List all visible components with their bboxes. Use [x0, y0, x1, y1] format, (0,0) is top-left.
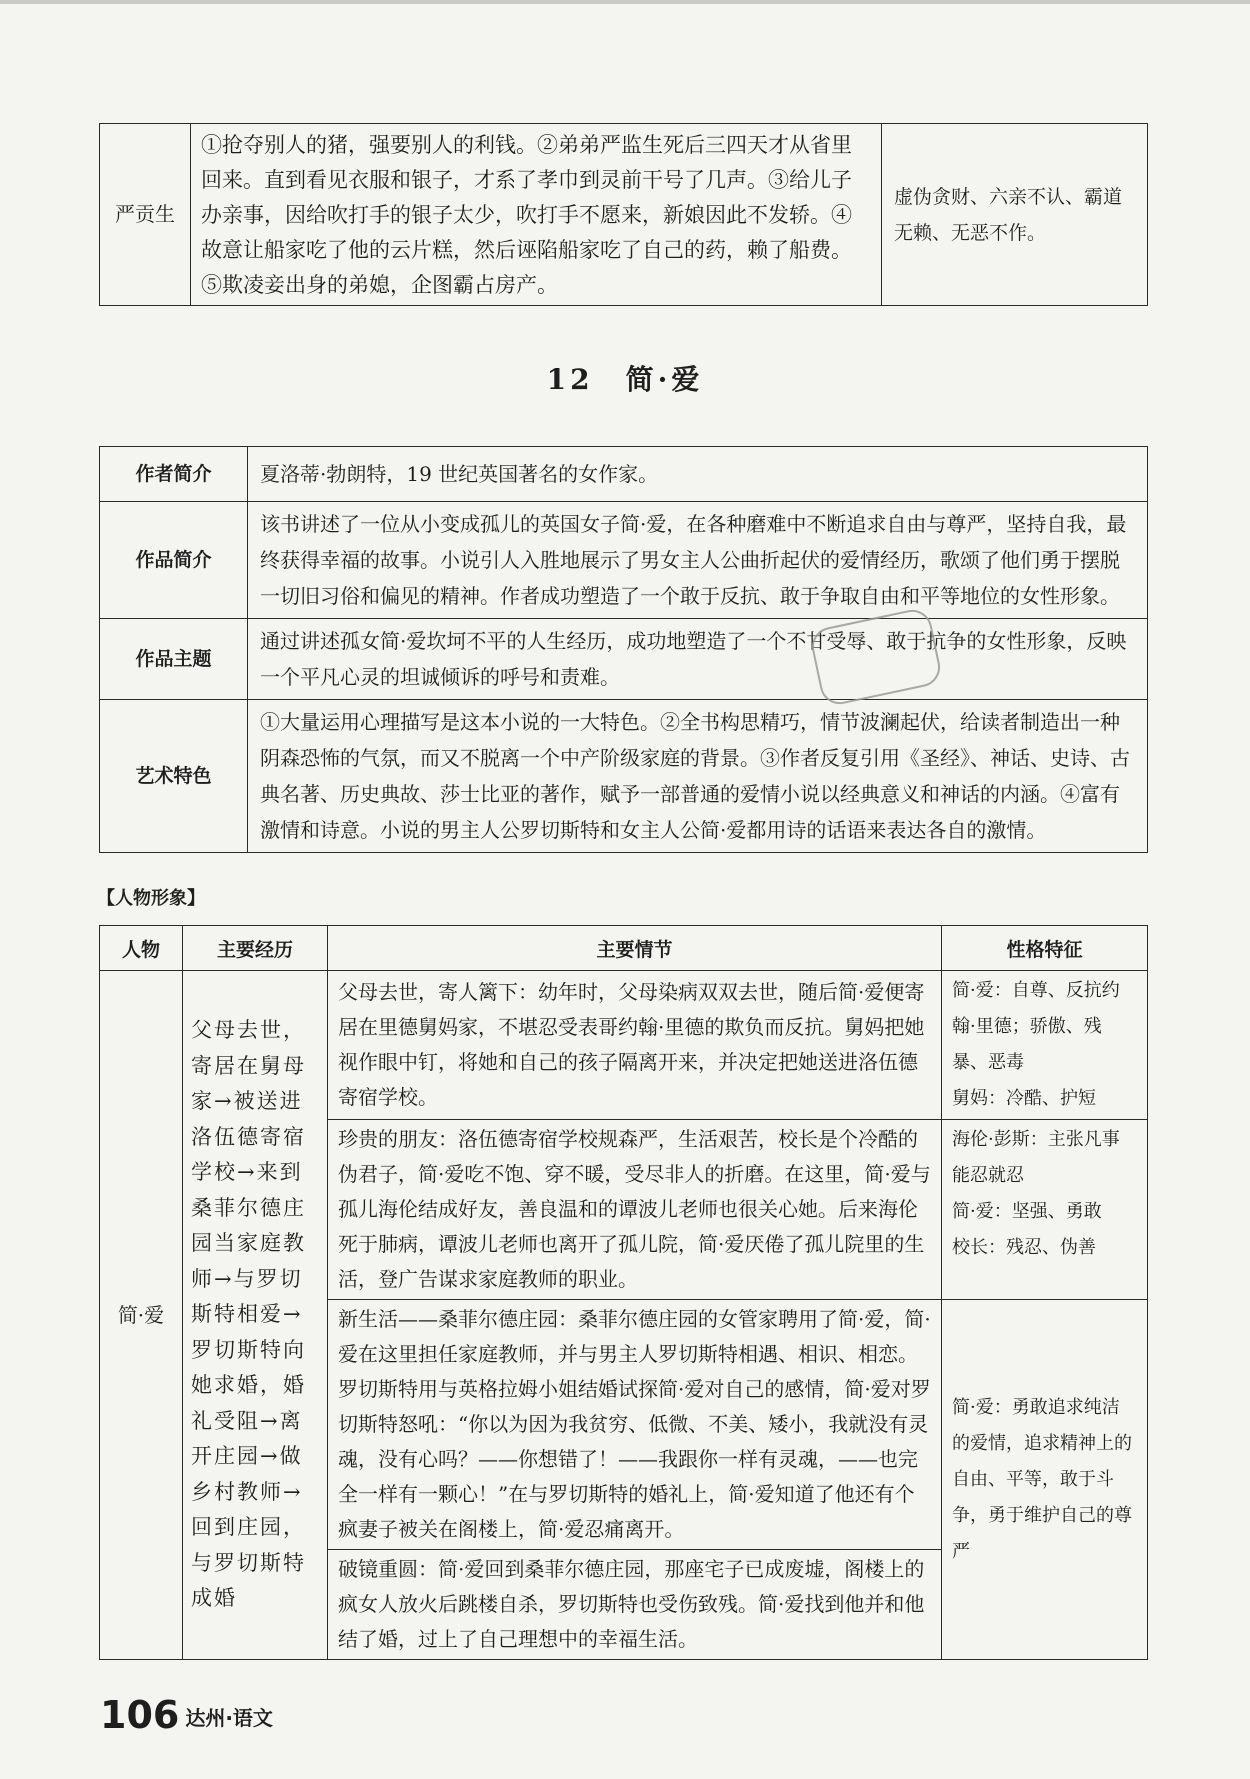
work-label: 作品简介: [100, 502, 248, 619]
main-experience: 父母去世，寄居在舅母家→被送进洛伍德寄宿学校→来到桑菲尔德庄园当家庭教师→与罗切斯特相爱→罗切斯特向她求婚，婚礼受阻→离开庄园→做乡村教师→回到庄园，与罗切斯特成婚: [183, 971, 328, 1660]
book-label: 达州·语文: [185, 1706, 273, 1730]
page-top-edge: [0, 0, 1250, 4]
section-title: 12 简·爱: [546, 363, 704, 396]
theme-text: 通过讲述孤女简·爱坎坷不平的人生经历，成功地塑造了一个不甘受辱、敢于抗争的女性形象，反映一个平凡心灵的坦诚倾诉的呼号和责难。: [248, 619, 1148, 700]
art-label: 艺术特色: [100, 700, 248, 853]
character-name: 严贡生: [100, 124, 191, 306]
book-intro-table: [99, 446, 1148, 853]
author-text: 夏洛蒂·勃朗特，19 世纪英国著名的女作家。: [248, 447, 1148, 502]
plot-item: 破镜重圆：简·爱回到桑菲尔德庄园，那座宅子已成废墟，阁楼上的疯女人放火后跳楼自杀，罗切斯特也受伤致残。简·爱找到他并和他结了婚，过上了自己理想中的幸福生活。: [328, 1550, 942, 1660]
character-name: 简·爱: [100, 971, 183, 1660]
page-number: 106: [100, 1693, 180, 1737]
header-plot: 主要情节: [328, 926, 942, 971]
traits-item: 简·爱：自尊、反抗约翰·里德；骄傲、残暴、恶毒 舅妈：冷酷、护短: [942, 971, 1148, 1120]
theme-label: 作品主题: [100, 619, 248, 700]
character-traits: 虚伪贪财、六亲不认、霸道无赖、无恶不作。: [882, 124, 1148, 306]
character-profile-table: [99, 925, 1148, 1660]
art-text: ①大量运用心理描写是这本小说的一大特色。②全书构思精巧，情节波澜起伏，给读者制造出一种阴森恐怖的气氛，而又不脱离一个中产阶级家庭的背景。③作者反复引用《圣经》、神话、史诗、古典名著、历史典故、莎士比亚的著作，赋予一部普通的爱情小说以经典意义和神话的内涵。④富有激情和诗意。小说的男主人公罗切斯特和女主人公简·爱都用诗的话语来表达各自的激情。: [248, 700, 1148, 853]
character-events: ①抢夺别人的猪，强要别人的利钱。②弟弟严监生死后三四天才从省里回来。直到看见衣服和银子，才系了孝巾到灵前干号了几声。③给儿子办亲事，因给吹打手的银子太少，吹打手不愿来，新娘因此不发轿。④故意让船家吃了他的云片糕，然后诬陷船家吃了自己的药，赖了船费。⑤欺凌妾出身的弟媳，企图霸占房产。: [191, 124, 882, 306]
page-footer: [100, 1695, 273, 1735]
header-experience: 主要经历: [183, 926, 328, 971]
work-text: 该书讲述了一位从小变成孤儿的英国女子简·爱，在各种磨难中不断追求自由与尊严，坚持自我，最终获得幸福的故事。小说引人入胜地展示了男女主人公曲折起伏的爱情经历，歌颂了他们勇于摆脱一切旧习俗和偏见的精神。作者成功塑造了一个敢于反抗、敢于争取自由和平等地位的女性形象。: [248, 502, 1148, 619]
traits-item: 简·爱：勇敢追求纯洁的爱情，追求精神上的自由、平等，敢于斗争，勇于维护自己的尊严: [942, 1300, 1148, 1660]
plot-item: 新生活——桑菲尔德庄园：桑菲尔德庄园的女管家聘用了简·爱，简·爱在这里担任家庭教师，并与男主人罗切斯特相遇、相识、相恋。罗切斯特用与英格拉姆小姐结婚试探简·爱对自己的感情，简·爱对罗切斯特怒吼：“你以为因为我贫穷、低微、不美、矮小，我就没有灵魂，没有心吗？——你想错了！——我跟你一样有灵魂，——也完全一样有一颗心！”在与罗切斯特的婚礼上，简·爱知道了他还有个疯妻子被关在阁楼上，简·爱忍痛离开。: [328, 1300, 942, 1550]
header-character: 人物: [100, 926, 183, 971]
plot-item: 珍贵的朋友：洛伍德寄宿学校规森严，生活艰苦，校长是个冷酷的伪君子，简·爱吃不饱、穿不暖，受尽非人的折磨。在这里，简·爱与孤儿海伦结成好友，善良温和的谭波儿老师也很关心她。后来海伦死于肺病，谭波儿老师也离开了孤儿院，简·爱厌倦了孤儿院里的生活，登广告谋求家庭教师的职业。: [328, 1120, 942, 1300]
traits-item: 海伦·彭斯：主张凡事能忍就忍 简·爱：坚强、勇敢 校长：残忍、伪善: [942, 1120, 1148, 1300]
header-traits: 性格特征: [942, 926, 1148, 971]
author-label: 作者简介: [100, 447, 248, 502]
character-section-heading: 【人物形象】: [97, 888, 205, 909]
character-table-continued: [99, 123, 1148, 306]
plot-item: 父母去世，寄人篱下：幼年时，父母染病双双去世，随后简·爱便寄居在里德舅妈家，不堪忍受表哥约翰·里德的欺负而反抗。舅妈把她视作眼中钉，将她和自己的孩子隔离开来，并决定把她送进洛伍德寄宿学校。: [328, 971, 942, 1120]
